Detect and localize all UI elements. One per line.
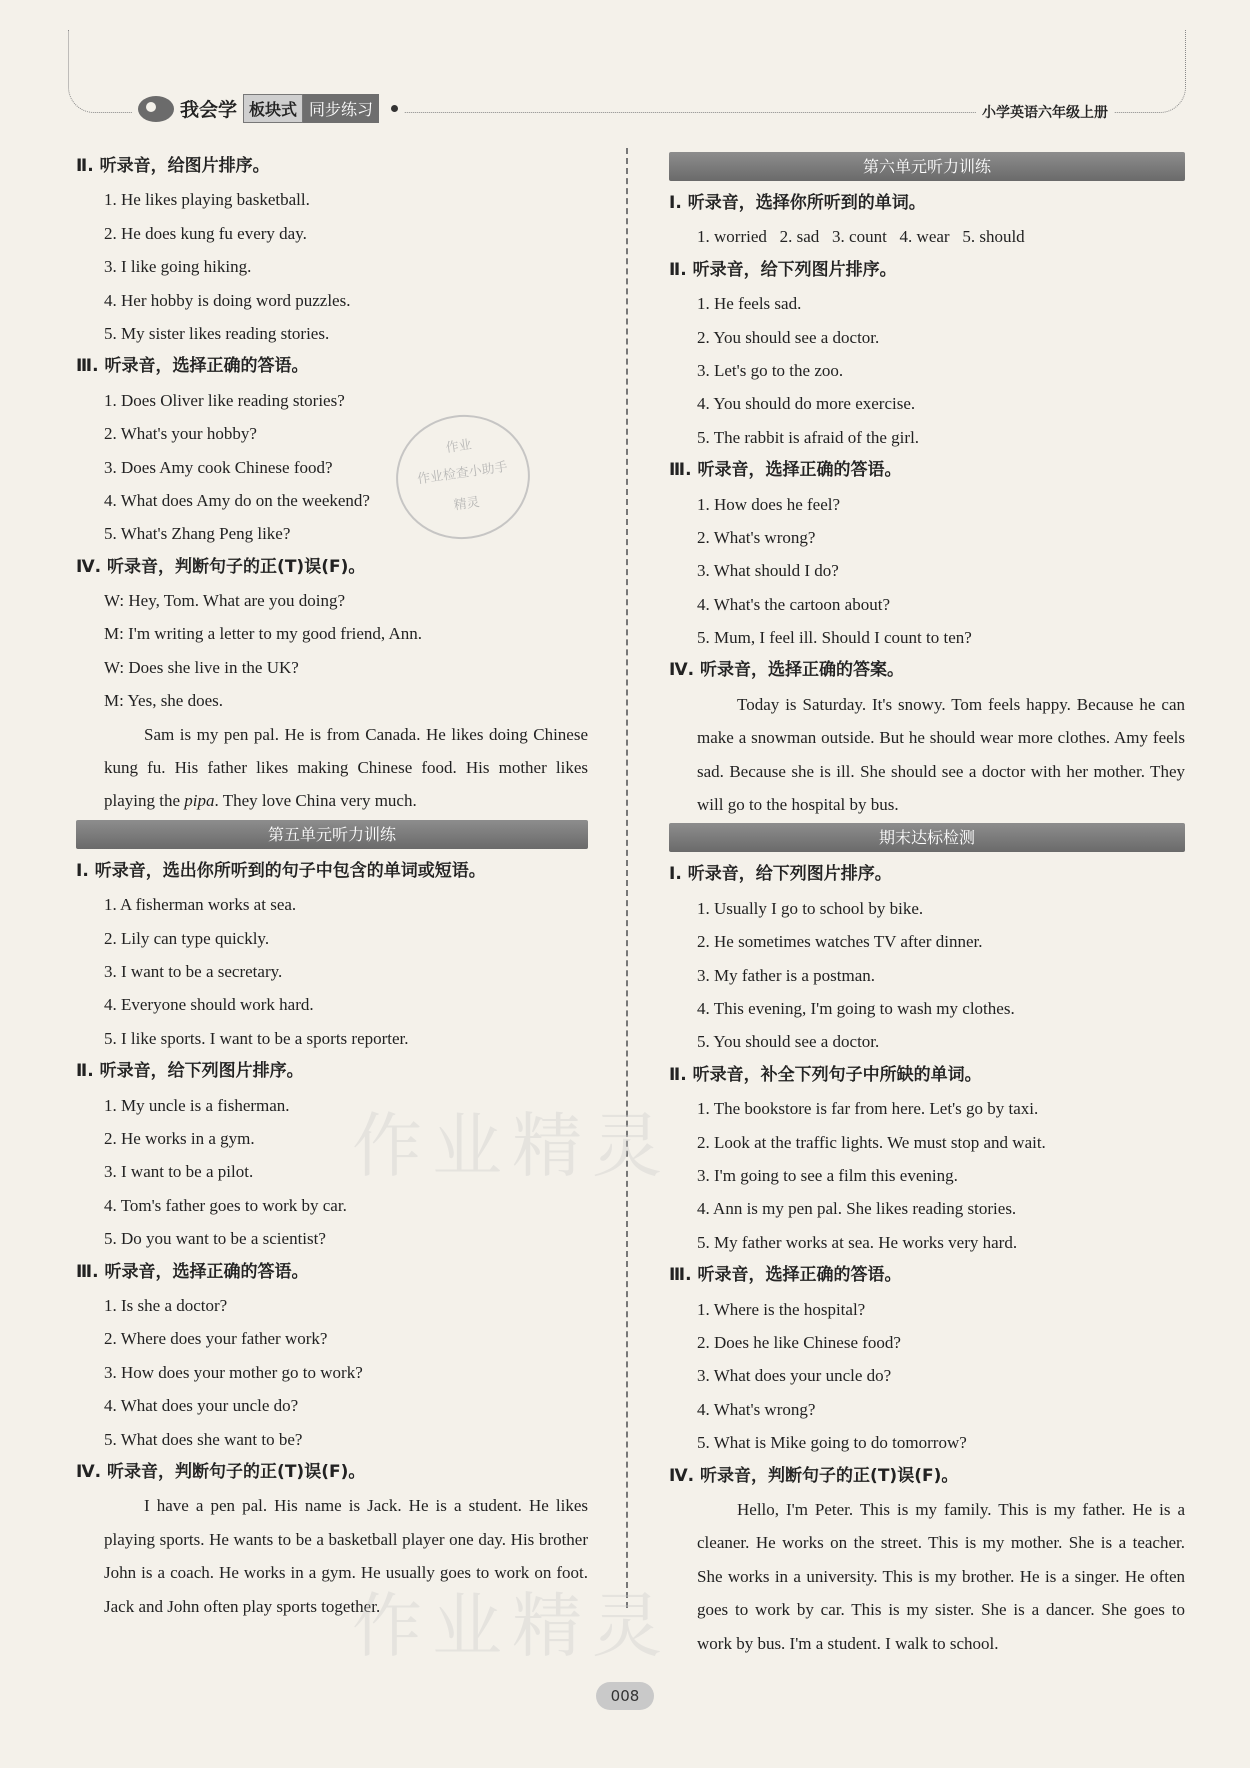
question-heading: Ⅳ. 听录音，选择正确的答案。	[669, 660, 905, 681]
question-block	[76, 551, 588, 818]
list-item: 1. He likes playing basketball.	[104, 190, 310, 210]
list-item: 3. I like going hiking.	[104, 257, 252, 277]
list-item: 1. worried 2. sad 3. count 4. wear 5. should	[697, 227, 1025, 247]
watermark: 作业精灵	[352, 1105, 672, 1187]
list-item: 2. What's wrong?	[697, 527, 816, 547]
list-item: 5. What does she want to be?	[104, 1429, 303, 1449]
list-item: 3. I want to be a pilot.	[104, 1162, 254, 1182]
list-item: 1. Where is the hospital?	[697, 1299, 866, 1319]
list-item: 5. My sister likes reading stories.	[104, 323, 330, 343]
list-item: 5. What's Zhang Peng like?	[104, 524, 291, 544]
question-heading: Ⅰ. 听录音，选出你所听到的句子中包含的单词或短语。	[76, 860, 486, 881]
question-heading: Ⅰ. 听录音，选择你所听到的单词。	[669, 193, 926, 213]
header-logo	[132, 94, 404, 123]
list-item: 3. I want to be a secretary.	[104, 962, 283, 982]
list-item: 3. How does your mother go to work?	[104, 1362, 363, 1382]
list-item: 4. What's wrong?	[697, 1399, 816, 1419]
passage: I have a pen pal. His name is Jack. He is a student. He likes playing sports. He wants to be a basketball player one day. His brother John is a coach. He works in a gym. He usually goes to work on foot. Jack and John often play sports together.	[104, 1496, 588, 1616]
question-block	[669, 187, 1185, 254]
stamp-line: 精灵	[452, 494, 481, 514]
dialogue-line: M: Yes, she does.	[104, 691, 224, 711]
list-item: 1. Usually I go to school by bike.	[697, 898, 924, 918]
question-heading: Ⅲ. 听录音，选择正确的答语。	[76, 1261, 309, 1282]
badge-board-style: 板块式	[243, 94, 303, 123]
dialogue-line: W: Hey, Tom. What are you doing?	[104, 591, 345, 611]
mascot-icon	[138, 96, 174, 122]
question-heading: Ⅳ. 听录音，判断句子的正(T)误(F)。	[76, 556, 366, 577]
list-item: 2. He sometimes watches TV after dinner.	[697, 932, 983, 952]
list-item: 2. Does he like Chinese food?	[697, 1332, 901, 1352]
dialogue-line: M: I'm writing a letter to my good friend, Ann.	[104, 624, 422, 644]
list-item: 1. Does Oliver like reading stories?	[104, 390, 345, 410]
watermark: 作业精灵	[352, 1585, 672, 1667]
list-item: 2. He does kung fu every day.	[104, 223, 307, 243]
passage: Hello, I'm Peter. This is my family. This is my father. He is a cleaner. He works on the street. This is my mother. She is a teacher. She works in a university. This is my brother. He is a singer. He often goes to work by car. This is my sister. She is a dancer. She goes to work by bus. I'm a student. I walk to school.	[697, 1499, 1185, 1653]
list-item: 1. My uncle is a fisherman.	[104, 1095, 290, 1115]
left-column	[76, 150, 588, 1623]
question-heading: Ⅱ. 听录音，给下列图片排序。	[669, 259, 897, 280]
list-item: 5. What is Mike going to do tomorrow?	[697, 1433, 967, 1453]
list-item: 2. You should see a doctor.	[697, 327, 880, 347]
question-block	[669, 654, 1185, 821]
list-item: 5. I like sports. I want to be a sports reporter.	[104, 1028, 409, 1048]
question-block	[669, 1460, 1185, 1660]
question-block	[76, 1256, 588, 1456]
passage: Today is Saturday. It's snowy. Tom feels happy. Because he can make a snowman outside. But he should wear more clothes. Amy feels sad. Because she is ill. She should see a doctor with her mother. They will go to the hospital by bus.	[697, 694, 1185, 815]
list-item: 3. Let's go to the zoo.	[697, 360, 844, 380]
list-item: 1. He feels sad.	[697, 294, 802, 314]
list-item: 2. Where does your father work?	[104, 1329, 328, 1349]
question-block	[76, 855, 588, 1055]
list-item: 5. Mum, I feel ill. Should I count to ten?	[697, 628, 972, 648]
question-heading: Ⅳ. 听录音，判断句子的正(T)误(F)。	[669, 1465, 959, 1486]
question-block	[669, 858, 1185, 1058]
passage-italic: pipa	[184, 791, 215, 811]
passage-text: Sam is my pen pal. He is from Canada. He likes doing Chinese kung fu. His father likes making Chinese food. His mother likes playing the	[104, 724, 588, 811]
list-item: 2. What's your hobby?	[104, 424, 257, 444]
question-heading: Ⅳ. 听录音，判断句子的正(T)误(F)。	[76, 1461, 366, 1482]
list-item: 5. The rabbit is afraid of the girl.	[697, 427, 920, 447]
list-item: 1. Is she a doctor?	[104, 1295, 228, 1315]
question-block	[669, 1259, 1185, 1459]
list-item: 4. Tom's father goes to work by car.	[104, 1195, 347, 1215]
right-column	[669, 150, 1185, 1660]
question-heading: Ⅲ. 听录音，选择正确的答语。	[669, 1265, 902, 1286]
dialogue-line: W: Does she live in the UK?	[104, 657, 299, 677]
list-item: 3. My father is a postman.	[697, 965, 875, 985]
list-item: 2. Lily can type quickly.	[104, 928, 270, 948]
list-item: 1. The bookstore is far from here. Let's go by taxi.	[697, 1099, 1039, 1119]
list-item: 2. Look at the traffic lights. We must stop and wait.	[697, 1132, 1046, 1152]
question-heading: Ⅱ. 听录音，补全下列句子中所缺的单词。	[669, 1064, 982, 1085]
list-item: 2. He works in a gym.	[104, 1128, 255, 1148]
stamp-line: 作业	[444, 437, 473, 457]
passage	[76, 718, 588, 818]
question-heading: Ⅱ. 听录音，给下列图片排序。	[76, 1061, 304, 1082]
list-item: 3. Does Amy cook Chinese food?	[104, 457, 333, 477]
section-title-unit6: 第六单元听力训练	[669, 152, 1185, 181]
list-item: 4. What's the cartoon about?	[697, 594, 890, 614]
question-heading: Ⅱ. 听录音，给图片排序。	[76, 156, 270, 176]
book-title: 小学英语六年级上册	[976, 102, 1114, 122]
list-item: 4. This evening, I'm going to wash my clothes.	[697, 999, 1015, 1019]
badge-sync-practice: 同步练习	[303, 94, 379, 123]
list-item: 3. What should I do?	[697, 561, 839, 581]
list-item: 5. My father works at sea. He works very hard.	[697, 1232, 1018, 1252]
list-item: 1. A fisherman works at sea.	[104, 895, 297, 915]
list-item: 5. Do you want to be a scientist?	[104, 1229, 326, 1249]
list-item: 4. Everyone should work hard.	[104, 995, 314, 1015]
list-item: 4. What does Amy do on the weekend?	[104, 490, 370, 510]
list-item: 3. What does your uncle do?	[697, 1366, 892, 1386]
list-item: 5. You should see a doctor.	[697, 1032, 880, 1052]
question-block	[76, 150, 588, 350]
list-item: 4. Ann is my pen pal. She likes reading stories.	[697, 1199, 1017, 1219]
page-number: 008	[596, 1682, 654, 1710]
list-item: 4. You should do more exercise.	[697, 394, 916, 414]
list-item: 4. Her hobby is doing word puzzles.	[104, 290, 351, 310]
question-block	[669, 454, 1185, 654]
question-block	[669, 1059, 1185, 1259]
question-heading: Ⅲ. 听录音，选择正确的答语。	[76, 356, 309, 377]
list-item: 3. I'm going to see a film this evening.	[697, 1166, 958, 1185]
question-heading: Ⅲ. 听录音，选择正确的答语。	[669, 460, 902, 481]
list-item: 4. What does your uncle do?	[104, 1396, 299, 1416]
bullet-dot-icon	[391, 105, 398, 112]
stamp-line: 作业检查小助手	[416, 459, 509, 488]
section-title-final: 期末达标检测	[669, 823, 1185, 852]
list-item: 1. How does he feel?	[697, 494, 841, 514]
question-heading: Ⅰ. 听录音，给下列图片排序。	[669, 864, 892, 885]
passage-text: . They love China very much.	[214, 791, 417, 811]
logo-text: 我会学	[180, 99, 238, 121]
column-divider	[626, 148, 628, 1608]
question-block	[669, 254, 1185, 454]
section-title-unit5: 第五单元听力训练	[76, 820, 588, 849]
